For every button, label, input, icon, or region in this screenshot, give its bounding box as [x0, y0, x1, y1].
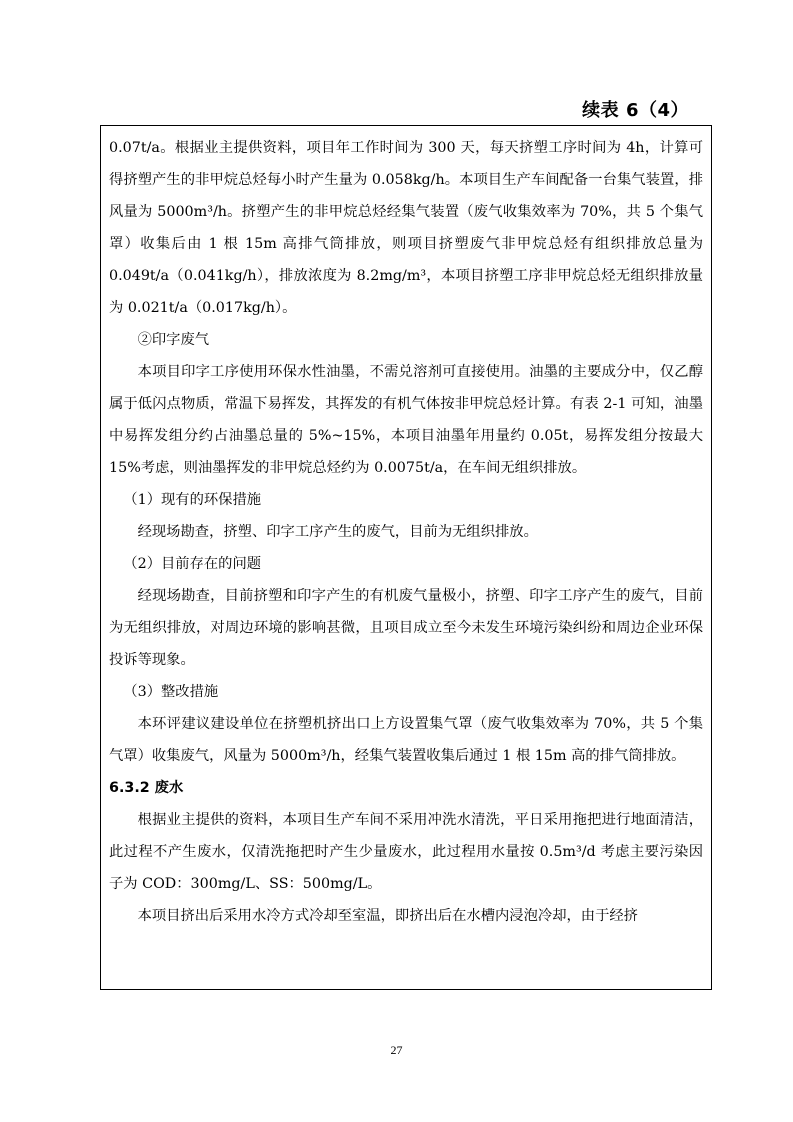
subheading-rectification: （3）整改措施 — [123, 684, 219, 700]
subheading-current-problems: （2）目前存在的问题 — [123, 556, 262, 572]
subheading-printing-waste-gas: ②印字废气 — [137, 332, 210, 348]
paragraph-existing-measures: 经现场勘查，挤塑、印字工序产生的废气，目前为无组织排放。 — [137, 524, 538, 540]
paragraph-wastewater-cooling: 本项目挤出后采用水冷方式冷却至室温，即挤出后在水槽内浸泡冷却，由于经挤 — [137, 908, 638, 924]
paragraph-current-problems: 经现场勘查，目前挤塑和印字产生的有机废气量极小，挤塑、印字工序产生的废气，目前为无组织排放，对周边环境的影响甚微，且项目成立至今未发生环境污染纠纷和周边企业环保投诉等现象。 — [109, 588, 703, 668]
paragraph-rectification: 本环评建议建设单位在挤塑机挤出口上方设置集气罩（废气收集效率为 70%，共 5 个集气罩）收集废气，风量为 5000m³/h，经集气装置收集后通过 1 根 15m 高的排气筒排放。 — [109, 716, 703, 764]
page-number: 27 — [390, 1043, 403, 1057]
section-heading-wastewater: 6.3.2 废水 — [109, 780, 184, 796]
paragraph-wastewater-mopping: 根据业主提供的资料，本项目生产车间不采用冲洗水清洗，平日采用拖把进行地面清洁，此过程不产生废水，仅清洗拖把时产生少量废水，此过程用水量按 0.5m³/d 考虑主要污染因子为 COD：300mg/L、SS：500mg/L。 — [109, 812, 703, 892]
paragraph-extrusion-emissions: 0.07t/a。根据业主提供资料，项目年工作时间为 300 天，每天挤塑工序时间为 4h，计算可得挤塑产生的非甲烷总烃每小时产生量为 0.058kg/h。本项目生产车间配备一台集气装置，排风量为 5000m³/h。挤塑产生的非甲烷总烃经集气装置（废气收集效率为 70%，共 5 个集气罩）收集后由 1 根 15m 高排气筒排放，则项目挤塑废气非甲烷总烃有组织排放总量为 0.049t/a（0.041kg/h），排放浓度为 8.2mg/m³，本项目挤塑工序非甲烷总烃无组织排放量为 0.021t/a（0.017kg/h）。 — [109, 140, 703, 316]
paragraph-printing-emissions: 本项目印字工序使用环保水性油墨，不需兑溶剂可直接使用。油墨的主要成分中，仅乙醇属于低闪点物质，常温下易挥发，其挥发的有机气体按非甲烷总烃计算。有表 2-1 可知，油墨中易挥发组分约占油墨总量的 5%~15%，本项目油墨年用量约 0.05t，易挥发组分按最大 15%考虑，则油墨挥发的非甲烷总烃约为 0.0075t/a，在车间无组织排放。 — [109, 364, 703, 476]
continued-table-title: 续表 6（4） — [582, 100, 689, 121]
subheading-existing-measures: （1）现有的环保措施 — [123, 492, 262, 508]
table-frame — [100, 125, 712, 990]
